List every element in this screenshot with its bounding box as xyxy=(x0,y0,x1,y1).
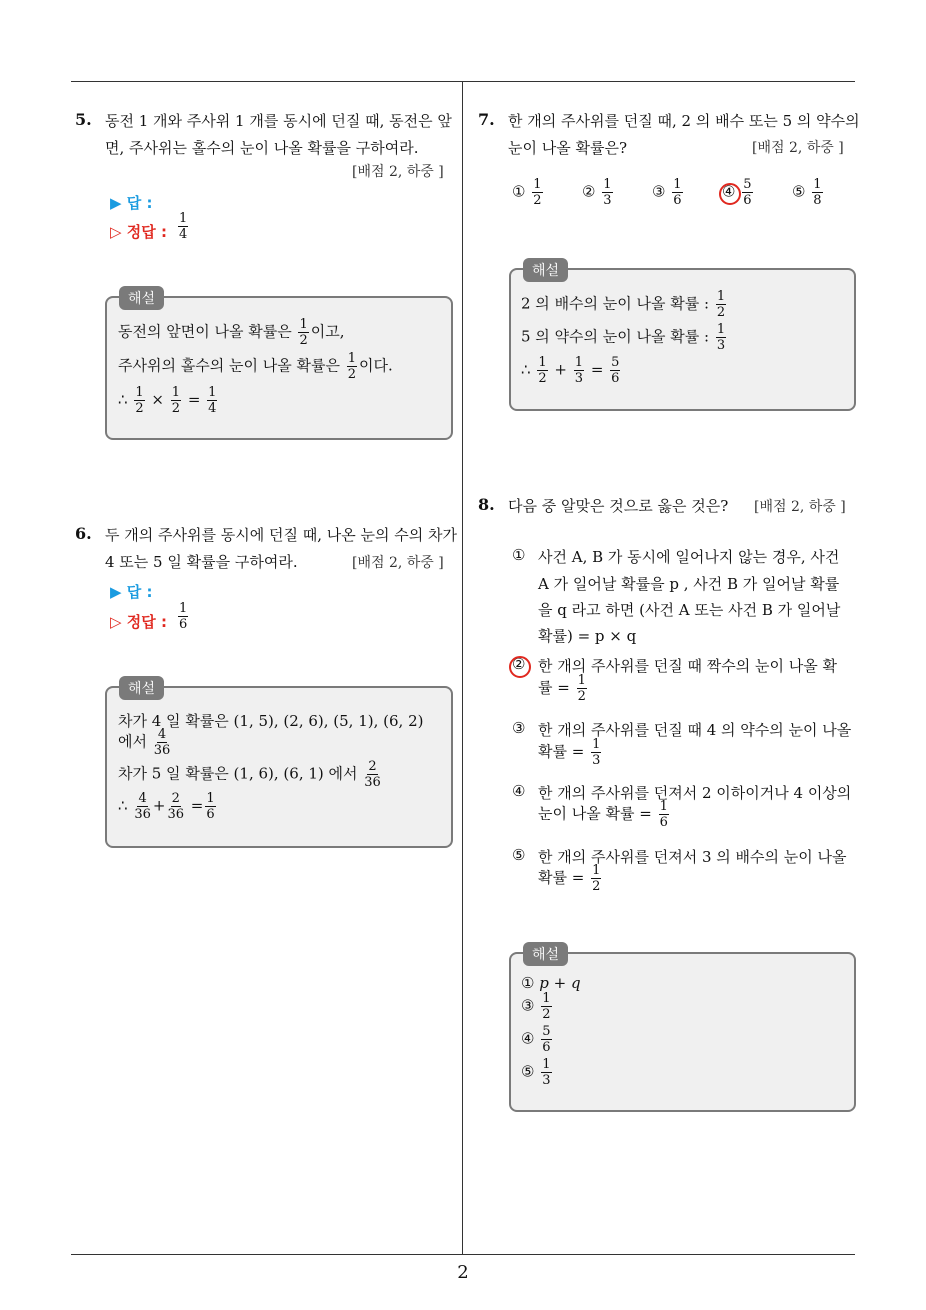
score-meta: [배점 2, 하중 ] xyxy=(752,140,844,156)
score-meta: [배점 2, 하중 ] xyxy=(352,164,444,180)
explanation-line: ∴ $\frac{1}{2}$ × $\frac{1}{2}$ = $\frac{1}{4}$ xyxy=(118,385,217,416)
explanation-line: ∴ $\frac{4}{36}$ + $\frac{2}{36}$ = $\frac{1}{6}$ xyxy=(118,791,215,822)
explanation-line: ① p + q xyxy=(521,974,581,992)
choice-3-text: 확률 = $\frac{1}{3}$ xyxy=(538,737,601,768)
question-number: 6. xyxy=(75,524,92,543)
question-text: 눈이 나올 확률은? xyxy=(508,139,628,157)
question-text: 다음 중 알맞은 것으로 옳은 것은? xyxy=(508,497,729,515)
explanation-line: ④ $\frac{5}{6}$ xyxy=(521,1024,551,1055)
explanation-tag: 해설 xyxy=(523,942,568,966)
choice-4-text: 한 개의 주사위를 던져서 2 이하이거나 4 이상의 xyxy=(538,784,852,802)
choice-1[interactable]: ① $\frac{1}{2}$ xyxy=(512,177,542,208)
explanation-tag: 해설 xyxy=(119,676,164,700)
score-meta: [배점 2, 하중 ] xyxy=(754,499,846,515)
choice-5[interactable]: ⑤ $\frac{1}{8}$ xyxy=(792,177,822,208)
question-text: 4 또는 5 일 확률을 구하여라. xyxy=(105,553,298,571)
explanation-tag: 해설 xyxy=(119,286,164,310)
question-text: 동전 1 개와 주사위 1 개를 동시에 던질 때, 동전은 앞 xyxy=(105,112,452,130)
explanation-line: 차가 5 일 확률은 (1, 6), (6, 1) 에서 $\frac{2}{36}$ xyxy=(118,759,381,790)
choice-1-text: 을 q 라고 하면 (사건 A 또는 사건 B 가 일어날 xyxy=(538,601,841,619)
choice-4-mark[interactable]: ④ xyxy=(512,782,526,800)
choice-4[interactable]: ④ $\frac{5}{6}$ xyxy=(722,177,752,208)
choice-1-mark[interactable]: ① xyxy=(512,546,526,564)
question-number: 8. xyxy=(478,495,495,514)
correct-answer: $\frac{1}{4}$ xyxy=(179,211,188,242)
choice-4-text: 눈이 나올 확률 = $\frac{1}{6}$ xyxy=(538,799,668,830)
selected-circle-icon xyxy=(719,183,741,205)
correct-answer: $\frac{1}{6}$ xyxy=(179,601,188,632)
choice-3-mark[interactable]: ③ xyxy=(512,719,526,737)
choice-5-mark[interactable]: ⑤ xyxy=(512,846,526,864)
choice-2-mark[interactable]: ② xyxy=(512,655,526,673)
score-meta: [배점 2, 하중 ] xyxy=(352,555,444,571)
choice-3-text: 한 개의 주사위를 던질 때 4 의 약수의 눈이 나올 xyxy=(538,721,852,739)
correct-answer-label: ▷ 정답 : xyxy=(110,223,167,241)
explanation-line: ∴ $\frac{1}{2}$ + $\frac{1}{3}$ = $\frac{5}{6}$ xyxy=(521,355,620,386)
explanation-line: 동전의 앞면이 나올 확률은 $\frac{1}{2}$ 이고, xyxy=(118,317,345,348)
question-text: 한 개의 주사위를 던질 때, 2 의 배수 또는 5 의 약수의 xyxy=(508,112,860,130)
page-number: 2 xyxy=(457,1262,469,1283)
choice-3[interactable]: ③ $\frac{1}{6}$ xyxy=(652,177,682,208)
explanation-line: ⑤ $\frac{1}{3}$ xyxy=(521,1057,551,1088)
explanation-tag: 해설 xyxy=(523,258,568,282)
choice-2[interactable]: ② $\frac{1}{3}$ xyxy=(582,177,612,208)
explanation-line: 2 의 배수의 눈이 나올 확률 : $\frac{1}{2}$ xyxy=(521,289,726,320)
answer-label: ▶ 답 : xyxy=(110,194,153,212)
bottom-rule xyxy=(71,1254,855,1255)
choice-5-text: 확률 = $\frac{1}{2}$ xyxy=(538,863,601,894)
selected-circle-icon xyxy=(509,656,531,678)
choice-1-text: 확률) = p × q xyxy=(538,627,637,645)
answer-label: ▶ 답 : xyxy=(110,583,153,601)
question-text: 두 개의 주사위를 동시에 던질 때, 나온 눈의 수의 차가 xyxy=(105,526,457,544)
correct-answer-label: ▷ 정답 : xyxy=(110,613,167,631)
explanation-line: 주사위의 홀수의 눈이 나올 확률은 $\frac{1}{2}$ 이다. xyxy=(118,351,393,382)
choice-1-text: A 가 일어날 확률을 p , 사건 B 가 일어날 확률 xyxy=(538,575,840,593)
choice-2-text: 률 = $\frac{1}{2}$ xyxy=(538,673,586,704)
explanation-line: 에서 $\frac{4}{36}$ xyxy=(118,727,171,758)
column-divider xyxy=(462,82,463,1254)
question-text: 면, 주사위는 홀수의 눈이 나올 확률을 구하여라. xyxy=(105,139,419,157)
question-number: 7. xyxy=(478,110,495,129)
explanation-line: 차가 4 일 확률은 (1, 5), (2, 6), (5, 1), (6, 2) xyxy=(118,712,424,730)
choice-2-text: 한 개의 주사위를 던질 때 짝수의 눈이 나올 확 xyxy=(538,657,837,675)
explanation-line: 5 의 약수의 눈이 나올 확률 : $\frac{1}{3}$ xyxy=(521,322,726,353)
choice-5-text: 한 개의 주사위를 던져서 3 의 배수의 눈이 나올 xyxy=(538,848,847,866)
choice-1-text: 사건 A, B 가 동시에 일어나지 않는 경우, 사건 xyxy=(538,548,840,566)
explanation-line: ③ $\frac{1}{2}$ xyxy=(521,991,551,1022)
question-number: 5. xyxy=(75,110,92,129)
top-rule xyxy=(71,81,855,82)
